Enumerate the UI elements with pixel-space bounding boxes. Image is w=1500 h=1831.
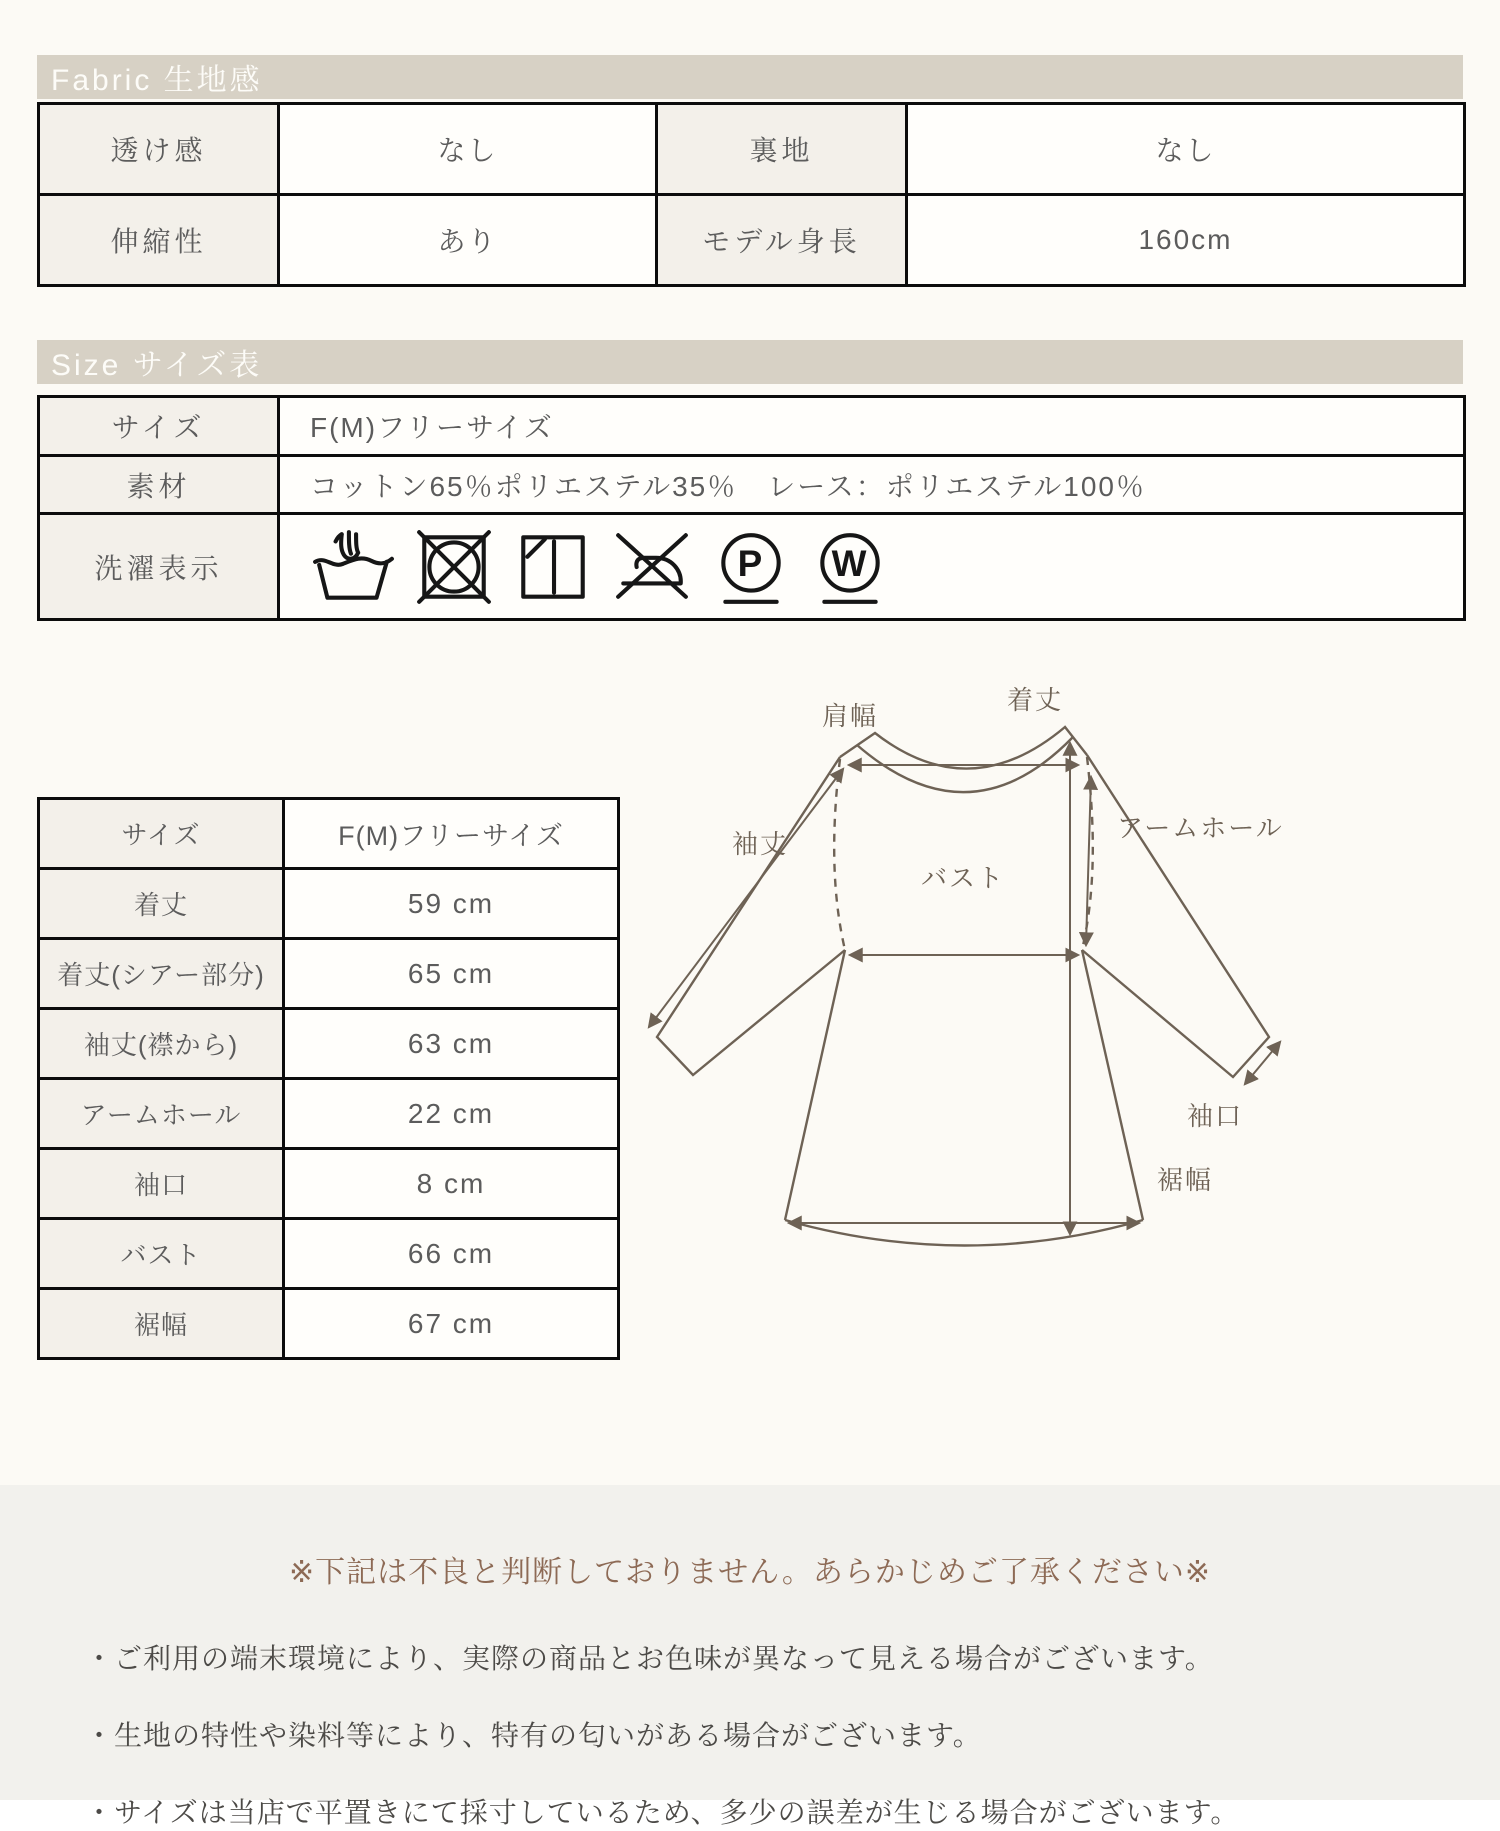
measure-value-hem: 67 cm xyxy=(284,1289,619,1359)
list-item: ・ご利用の端末環境により、実際の商品とお色味が異なって見える場合がございます。 xyxy=(85,1643,1214,1674)
hand-wash-icon xyxy=(310,526,396,608)
measure-header-label: サイズ xyxy=(39,799,284,869)
size-value: F(M)フリーサイズ xyxy=(279,397,1465,456)
garment-measurement-diagram xyxy=(635,685,1305,1295)
table-row xyxy=(39,456,1465,514)
table-row xyxy=(39,397,1465,456)
measure-label-bust: バスト xyxy=(39,1219,284,1289)
shade-line-dry-icon xyxy=(512,526,594,608)
measure-value-armhole: 22 cm xyxy=(284,1079,619,1149)
armhole-arrow xyxy=(1086,777,1091,945)
measure-label-length: 着丈 xyxy=(39,869,284,939)
garment-diagram-svg xyxy=(635,685,1305,1295)
fabric-table xyxy=(37,102,1466,287)
fabric-label-sheerness: 透け感 xyxy=(39,104,279,195)
measure-label-hem: 裾幅 xyxy=(39,1289,284,1359)
label-length: 着丈 xyxy=(1006,685,1064,715)
list-item: ・サイズは当店で平置きにて採寸しているため、多少の誤差が生じる場合がございます。 xyxy=(85,1797,1240,1828)
size-section-header xyxy=(37,340,1463,384)
fabric-label-lining: 裏地 xyxy=(657,104,907,195)
dry-clean-p-icon xyxy=(710,526,792,608)
label-shoulder-width: 肩幅 xyxy=(821,701,879,731)
fabric-label-model-height: モデル身長 xyxy=(657,195,907,286)
measurement-table xyxy=(37,797,620,1360)
table-row xyxy=(39,1289,619,1359)
notes-title: ※下記は不良と判断しておりません。あらかじめご了承ください※ xyxy=(288,1556,1212,1589)
label-bust: バスト xyxy=(920,863,1006,893)
fabric-label-stretch: 伸縮性 xyxy=(39,195,279,286)
label-cuff: 袖口 xyxy=(1186,1101,1244,1131)
table-row xyxy=(39,1009,619,1079)
label-armhole: アームホール xyxy=(1117,813,1284,843)
fabric-value-model-height: 160cm xyxy=(907,195,1465,286)
list-item: ・生地の特性や染料等により、特有の匂いがある場合がございます。 xyxy=(85,1720,982,1751)
notes-section xyxy=(0,1485,1500,1828)
size-section-title: Size サイズ表 xyxy=(51,349,263,382)
care-label: 洗濯表示 xyxy=(39,514,279,620)
measure-value-bust: 66 cm xyxy=(284,1219,619,1289)
table-row xyxy=(39,799,619,869)
fabric-value-sheerness: なし xyxy=(279,104,657,195)
size-label: サイズ xyxy=(39,397,279,456)
do-not-tumble-dry-icon xyxy=(413,526,495,608)
left-armhole-dashed xyxy=(834,759,845,950)
body-right-edge xyxy=(1082,950,1143,1220)
sleeve-length-arrow xyxy=(649,769,843,1027)
right-sleeve-outline xyxy=(1082,755,1269,1077)
svg-text:W: W xyxy=(831,542,869,584)
table-row xyxy=(39,869,619,939)
size-info-table xyxy=(37,395,1466,621)
label-sleeve-length: 袖丈 xyxy=(731,829,789,859)
fabric-section-header xyxy=(37,55,1463,99)
do-not-iron-icon xyxy=(611,526,693,608)
measure-value-cuff: 8 cm xyxy=(284,1149,619,1219)
table-row xyxy=(39,1149,619,1219)
laundry-symbols xyxy=(310,526,1462,608)
table-row xyxy=(39,939,619,1009)
measure-header-value: F(M)フリーサイズ xyxy=(284,799,619,869)
care-icons-cell xyxy=(279,514,1465,620)
measure-value-sheer-length: 65 cm xyxy=(284,939,619,1009)
shoulder-neck-outline xyxy=(840,727,1087,769)
fabric-value-lining: なし xyxy=(907,104,1465,195)
table-row xyxy=(39,104,1465,195)
material-value: コットン65％ポリエステル35％ レース：ポリエステル100％ xyxy=(279,456,1465,514)
fabric-section-title: Fabric 生地感 xyxy=(51,64,263,97)
label-hem-width: 裾幅 xyxy=(1157,1165,1214,1195)
measure-label-sheer-length: 着丈(シアー部分) xyxy=(39,939,284,1009)
table-row xyxy=(39,514,1465,620)
wet-clean-w-icon xyxy=(809,526,891,608)
cuff-arrow xyxy=(1245,1042,1280,1084)
measure-value-length: 59 cm xyxy=(284,869,619,939)
material-label: 素材 xyxy=(39,456,279,514)
svg-text:P: P xyxy=(737,542,765,584)
fabric-value-stretch: あり xyxy=(279,195,657,286)
notes-list xyxy=(0,1637,1500,1831)
table-row xyxy=(39,195,1465,286)
measure-label-armhole: アームホール xyxy=(39,1079,284,1149)
table-row xyxy=(39,1079,619,1149)
measure-label-sleeve: 袖丈(襟から) xyxy=(39,1009,284,1079)
measure-value-sleeve: 63 cm xyxy=(284,1009,619,1079)
table-row xyxy=(39,1219,619,1289)
measure-label-cuff: 袖口 xyxy=(39,1149,284,1219)
